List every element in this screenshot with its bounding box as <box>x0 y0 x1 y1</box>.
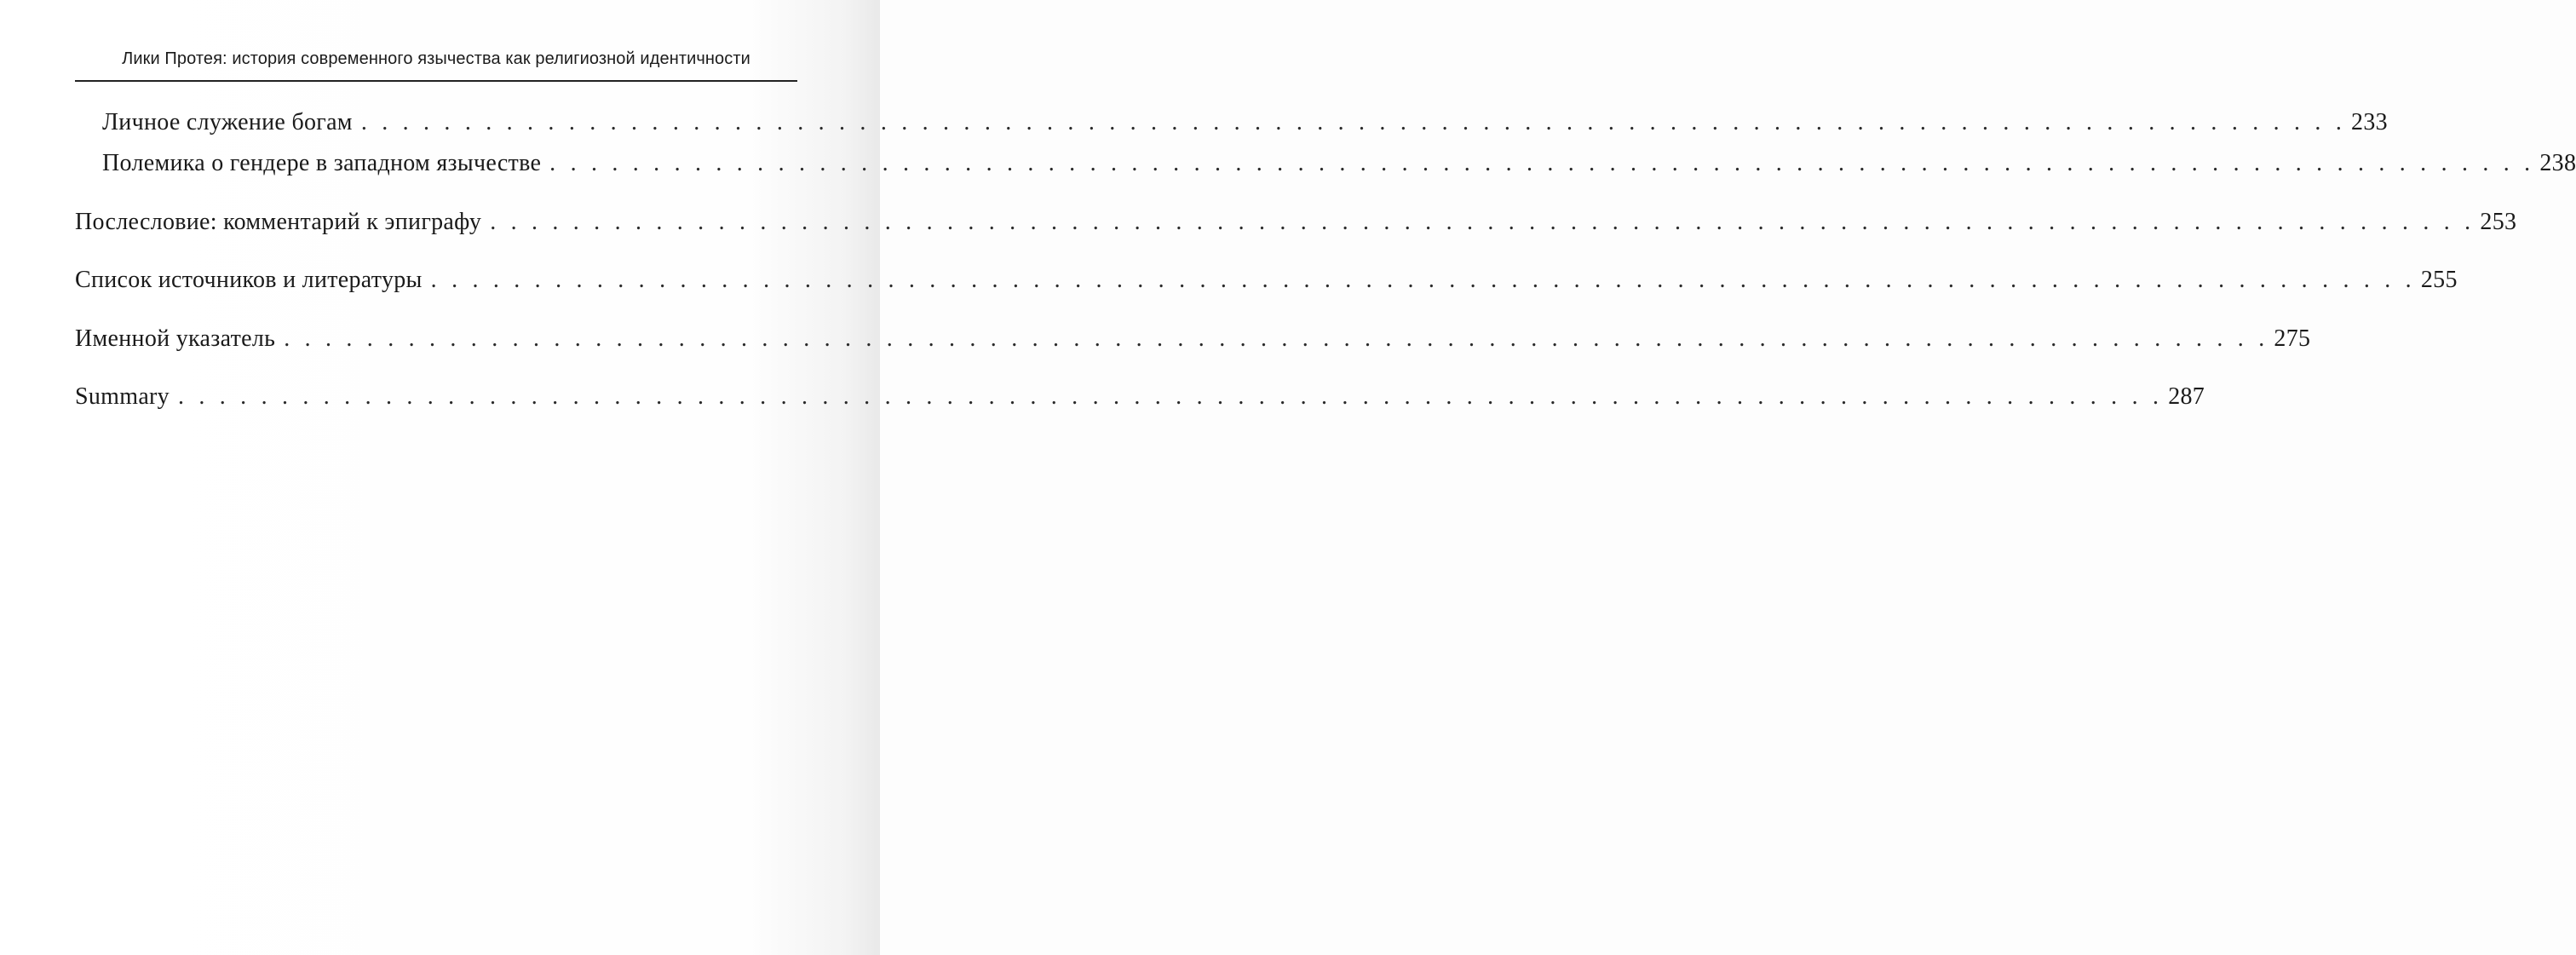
toc-entry <box>75 267 2458 294</box>
running-head: Лики Протея: история современного язычества как религиозной идентичности <box>122 49 750 68</box>
toc-entry-page: 287 <box>2168 383 2205 410</box>
toc-entry <box>75 383 2205 411</box>
toc-dot-leader: . . . . . . . . . . . . . . . . . . . . . . . . . . . . . . . . . . . . . . . . . . . . . . . . . . . . . . . . . . . . . . . . . . . . . . . . . . . . . . . . . . . . . . . . . . . . . . . . <box>549 150 2535 176</box>
toc-entry-page: 233 <box>2351 109 2388 135</box>
toc-entry <box>102 150 2576 177</box>
toc-entry-page: 238 <box>2539 150 2576 176</box>
toc-entry-page: 255 <box>2420 267 2458 293</box>
toc-entry <box>75 325 2311 353</box>
toc-entry-title: Послесловие: комментарий к эпиграфу <box>75 209 482 235</box>
toc-dot-leader: . . . . . . . . . . . . . . . . . . . . . . . . . . . . . . . . . . . . . . . . . . . . . . . . . . . . . . . . . . . . . . . . . . . . . . . . . . . . . . . . . . . . . . . . . . . . . . . . <box>490 209 2475 235</box>
toc-entry <box>102 109 2388 136</box>
toc-entry-title: Summary <box>75 383 170 410</box>
toc-dot-leader: . . . . . . . . . . . . . . . . . . . . . . . . . . . . . . . . . . . . . . . . . . . . . . . . . . . . . . . . . . . . . . . . . . . . . . . . . . . . . . . . . . . . . . . . . . . . . . . . <box>284 325 2269 352</box>
toc-dot-leader: . . . . . . . . . . . . . . . . . . . . . . . . . . . . . . . . . . . . . . . . . . . . . . . . . . . . . . . . . . . . . . . . . . . . . . . . . . . . . . . . . . . . . . . . . . . . . . . . <box>360 109 2347 135</box>
toc-entry-title: Именной указатель <box>75 325 276 352</box>
toc-entry-page: 275 <box>2274 325 2311 352</box>
toc-entry-title: Личное служение богам <box>102 109 353 135</box>
toc-entry-title: Список источников и литературы <box>75 267 423 293</box>
toc-dot-leader: . . . . . . . . . . . . . . . . . . . . . . . . . . . . . . . . . . . . . . . . . . . . . . . . . . . . . . . . . . . . . . . . . . . . . . . . . . . . . . . . . . . . . . . . . . . . . . . . <box>430 267 2416 293</box>
toc-entry-title: Полемика о гендере в западном язычестве <box>102 150 542 176</box>
toc-dot-leader: . . . . . . . . . . . . . . . . . . . . . . . . . . . . . . . . . . . . . . . . . . . . . . . . . . . . . . . . . . . . . . . . . . . . . . . . . . . . . . . . . . . . . . . . . . . . . . . . <box>177 383 2164 410</box>
header-rule <box>75 80 797 82</box>
toc-entry <box>75 209 2517 236</box>
toc-entry-page: 253 <box>2480 209 2517 235</box>
